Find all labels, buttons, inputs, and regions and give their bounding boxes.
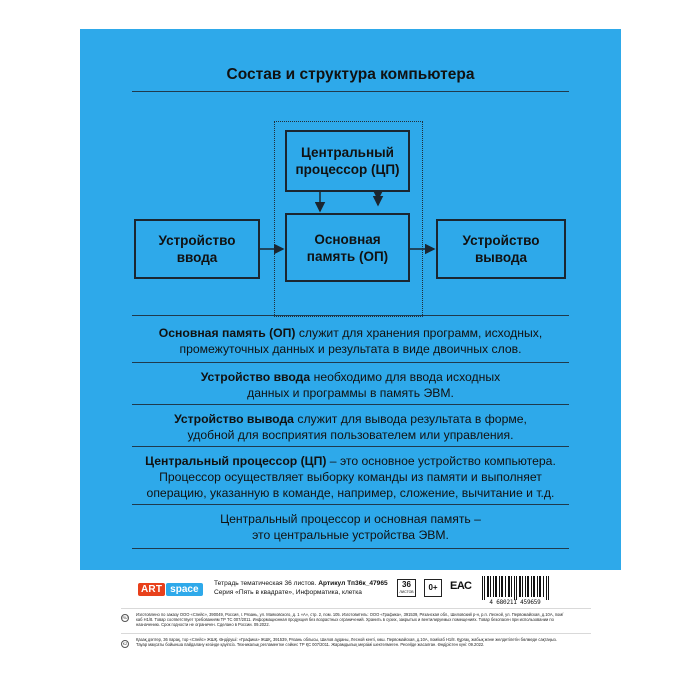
product-info-footer [80,570,621,672]
sheets-count-badge [397,579,416,597]
ru-manufacturer-text: Изготовлено по заказу ООО «Спейс», 390049, Россия, г. Рязань, ул. Маяковского, д. 1 «А», стр. 2, пом. 105. Изготовитель: ООО «Графика», 391539, Рязанская обл., Шиловский р-н, р.п. Лесной, ул. Первомайская, д.10А, пом/каб Н1/8. Товар соответствует требованиям ТР ТС 007/2011. Информационная продукция без возрастных ограничений. Хранить в сухих, закрытых и вентилируемых помещениях. Товар безопасен при использовании по назначению. Срок годности не ограничен. Сделано в России. 09.2022. [136,612,564,628]
sheets-count: 36 [402,580,411,589]
barcode-number: 4 680211 459659 [489,599,541,606]
barcode [480,576,550,601]
logo-art: ART [138,583,165,596]
paragraph-central-devices [120,511,581,543]
central-text-2: это центральные устройства ЭВМ. [252,528,449,542]
paragraph-memory [120,325,581,357]
diagram-arrows [80,29,621,329]
divider-5 [132,504,569,505]
memory-label-line2: память (ОП) [306,248,389,264]
input-text-2: данных и программы в память ЭВМ. [247,386,454,400]
divider-3 [132,404,569,405]
footer-separator [121,608,591,609]
notebook-cover [80,29,621,672]
cpu-label-line2: процессор (ЦП) [295,162,400,177]
paragraph-output [120,411,581,443]
output-text-2: удобной для восприятия пользователем или управления. [187,428,514,442]
term-memory: Основная память (ОП) [158,326,296,340]
page-title: Состав и структура компьютера [226,66,475,83]
input-text-1: необходимо для ввода исходных [310,370,501,384]
cpu-text-1: – это основное устройство компьютера. [326,454,556,468]
cpu-text-3: операцию, указанную в команде, например, сложение, вычитание и т.д. [146,486,555,500]
ru-flag-icon: RU [122,616,128,620]
output-label-line1: Устройство [462,233,540,248]
kz-flag-icon: KZ [122,642,128,646]
product-line-1: Тетрадь тематическая 36 листов. [214,580,319,587]
footer-separator-2 [121,633,591,634]
term-input: Устройство ввода [200,370,311,384]
divider-6 [132,548,569,549]
input-label-line1: Устройство [158,233,236,248]
paragraph-cpu [120,453,581,501]
central-text-1: Центральный процессор и основная память – [220,512,481,526]
term-output: Устройство вывода [174,412,294,426]
term-cpu: Центральный процессор (ЦП) [145,454,327,468]
divider-2 [132,362,569,363]
output-label-line2: вывода [474,250,528,265]
memory-label-line1: Основная [314,231,381,247]
memory-text-1: служит для хранения программ, исходных, [295,326,543,340]
sheets-label: ЛИСТОВ [399,590,414,594]
output-text-1: служит для вывода результата в форме, [293,412,527,426]
cpu-text-2: Процессор осуществляет выборку команды из памяти и выполняет [159,470,542,484]
logo-space: space [166,583,202,596]
divider-1 [132,315,569,316]
paragraph-input [120,369,581,401]
artspace-logo [138,581,203,598]
product-article: Артикул Тп36к_47965 [318,580,388,587]
cpu-label-line1: Центральный [301,145,394,160]
age-rating-badge: 0+ [424,579,442,597]
product-line-2: Серия «Пять в квадрате», Информатика, клетка [214,588,362,596]
eac-mark: ЕАС [450,580,472,592]
product-description [214,580,388,597]
kz-manufacturer-text: Қазақ дәптер, 36 парақ, тор «Спейс» ЖШҚ. Өндіруші: «Графика» ЖШҚ, 391539, Рязань облысы, Шилов ауданы, Лесной кенті, көш. Первомайская, д.10А, пом/каб Н1/8. Құрғақ, жабық және желдетілетін бөлмеде сақтаңыз. Тауар мақсаты бойынша пайдалану кезінде қауіпсіз. Техникалық регламентке сәйкес ТР ҚС 007/2011. Жарамдылық мерзімі шектелмеген. Ресейде жасалған. Өндірістен күні: 09.2022. [136,637,557,648]
memory-text-2: промежуточных данных и результата в виде двоичных слов. [179,342,522,356]
divider-4 [132,446,569,447]
input-label-line2: ввода [176,250,218,265]
